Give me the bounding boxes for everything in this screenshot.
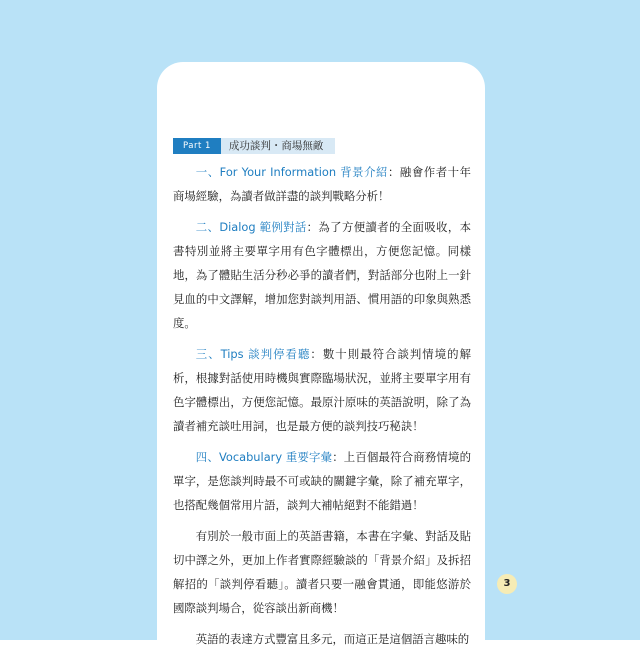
paragraph-dialog bbox=[173, 215, 471, 335]
section-heading: 四、Vocabulary 重要字彙 bbox=[195, 450, 333, 464]
paragraph-text: ：融會作者十年商場經驗，為讀者做詳盡的談判戰略分析！ bbox=[173, 165, 471, 203]
paragraph-text: 英語的表達方式豐富且多元，而這正是這個語言趣味的 bbox=[195, 632, 470, 646]
paragraph-text: ：為了方便讀者的全面吸收，本書特別並將主要單字用有色字體標出，方便您記憶。同樣地，為了體貼生活分秒必爭的讀者們，對話部分也附上一針見血的中文譯解，增加您對談判用語、慣用語的印象與熟悉度。 bbox=[173, 220, 471, 330]
paragraph-tips bbox=[173, 342, 471, 438]
part-title: 成功談判・商場無敵 bbox=[221, 138, 336, 154]
paragraph-text: ：數十則最符合談判情境的解析，根據對話使用時機與實際臨場狀況，並將主要單字用有色字體標出，方便您記憶。最原汁原味的英語說明，除了為讀者補充談吐用詞，也是最方便的談判技巧秘訣！ bbox=[173, 347, 471, 433]
paragraph-closing bbox=[173, 627, 471, 651]
page-number: 3 bbox=[497, 574, 517, 594]
part-header bbox=[173, 138, 335, 154]
section-heading: 二、Dialog 範例對話 bbox=[195, 220, 307, 234]
paragraph-text: 有別於一般市面上的英語書籍，本書在字彙、對話及貼切中譯之外，更加上作者實際經驗談的「背景介紹」及拆招解招的「談判停看聽」。讀者只要一融會貫通，即能悠游於國際談判場合，從容談出新商機！ bbox=[173, 529, 471, 615]
part-label: Part 1 bbox=[173, 138, 221, 154]
paragraph-background bbox=[173, 160, 471, 208]
section-heading: 一、For Your Information 背景介紹 bbox=[195, 165, 388, 179]
section-heading: 三、Tips 談判停看聽 bbox=[195, 347, 311, 361]
body-text bbox=[173, 160, 471, 658]
paragraph-text: ：上百個最符合商務情境的單字，是您談判時最不可或缺的關鍵字彙，除了補充單字，也搭配幾個常用片語，談判大補帖絕對不能錯過！ bbox=[173, 450, 471, 512]
paragraph-vocabulary bbox=[173, 445, 471, 517]
paragraph-summary bbox=[173, 524, 471, 620]
